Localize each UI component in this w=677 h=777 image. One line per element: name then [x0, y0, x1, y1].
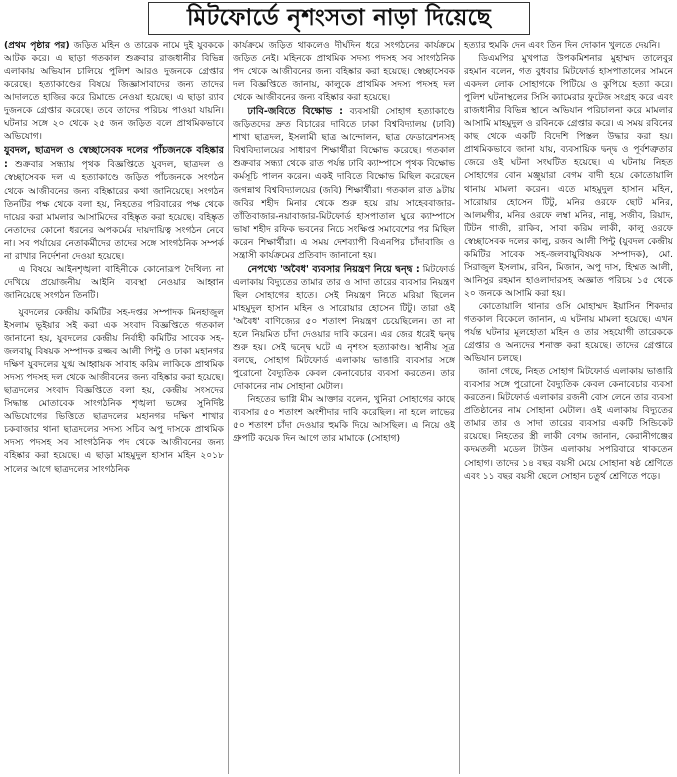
- paragraph: যুবদলের কেন্দ্রীয় কমিটির সহ-দপ্তর সম্পাদক মিনহাজুল ইসলাম ভূইয়ার সই করা এক সংবাদ বিজ্ঞপ্তিতে গতকাল জানানো হয়, যুবদলের কেন্দ্রীয় নির্বাহী কমিটির সাবেক সহ-জলবায়ু বিষয়ক সম্পাদক রজ্জব আলী পিন্টু ও ঢাকা মহানগর দক্ষিণ যুবদলের যুগ্ম আহ্বায়ক সাবাহ করিম লাকিকে প্রাথমিক সদস্য পদসহ দল থেকে আজীবনের জন্য বহিষ্কার করা হয়েছে। ছাত্রদলের সংবাদ বিজ্ঞপ্তিতে বলা হয়, কেন্দ্রীয় সংসদের সিদ্ধান্ত মোতাবেক সাংগঠনিক শৃঙ্খলা ভঙ্গের সুনির্দিষ্ট অভিযোগের ভিত্তিতে ছাত্রদলের মহানগর দক্ষিণ শাখার চকবাজার থানা ছাত্রদলের সদস্য সচিব অপু দাসকে প্রাথমিক সদস্য পদসহ সব সাংগঠনিক পদ থেকে আজীবনের জন্য বহিষ্কার করা হয়েছে। এ ছাড়া মাহমুদুল হাসান মহিন ২০১৮ সালের আগে ছাত্রদলের সাংগঠনিক: [4, 307, 224, 475]
- column-divider-1: [228, 40, 229, 774]
- paragraph: জানা গেছে, নিহত সোহাগ মিটফোর্ড এলাকায় ভাঙারি ব্যবসার সঙ্গে পুরোনো বৈদ্যুতিক কেবল কেনাবেচার ব্যবসা করতেন। মিটফোর্ড এলাকার রজনী বোস লেনে তার ব্যবসা প্রতিষ্ঠানের নাম সোহানা মেটাল। ওই এলাকায় বিদ্যুতের তামার তার ও সাদা তারের ব্যবসার একটি সিন্ডিকেট রয়েছে। নিহতের স্ত্রী লাকী বেগম জানান, কেরানীগঞ্জের কদমতলী মডেল টাউন এলাকায় সপরিবারে থাকতেন সোহাগ। তাদের ১৪ বছর বয়সী মেয়ে সোহানা ষষ্ঠ শ্রেণিতে এবং ১১ বছর বয়সী ছেলে সোহান চতুর্থ শ্রেণিতে পড়ে।: [464, 367, 673, 482]
- paragraph: এ বিষয়ে আইনশৃঙ্খলা বাহিনীকে কোনোরূপ দৈথিল্য না দেখিয়ে প্রয়োজনীয় আইনি ব্যবস্থা নেওয়ার আহ্বান জানিয়েছে সংগঠন তিনটি।: [4, 264, 224, 301]
- article-column-2: [233, 40, 455, 774]
- headline: মিটফোর্ডে নৃশংসতা নাড়া দিয়েছে: [186, 5, 492, 31]
- paragraph: কোতোয়ালি থানার ওসি মোহাম্মদ ইয়াসিন শিকদার গতকাল বিকেলে জানান, এ ঘটনায় মামলা হয়েছে। এখন পর্যন্ত ঘটনার মূলহোতা মহিন ও তার সহযোগী তারেককে গ্রেপ্তার ও অন্যদের শনাক্ত করা হয়েছে। তাদের গ্রেপ্তারে অভিযান চলছে।: [464, 301, 673, 365]
- paragraph: নিহতের ভাগ্নি মীম আক্তার বলেন, খুনিরা সোহাগের কাছে ব্যবসার ৫০ শতাংশ অংশীদার দাবি করেছিল। না হলে লাভের ৫০ শতাংশ চাঁদা দেওয়ার হুমকি দিয়ে আসছিল। এ নিয়ে ওই গ্রুপটি কয়েক দিন আগে তার মামাকে (সোহাগ): [233, 395, 455, 445]
- paragraph: হত্যার হুমকি দেন এবং তিন দিন দোকান খুলতে দেয়নি।: [464, 41, 661, 51]
- paragraph-text: জড়িত মহিন ও তারেক নামে দুই যুবককে আটক করে। এ ছাড়া গতকাল শুক্রবার রাজধানীর বিভিন্ন এলাকায় অভিযান চালিয়ে পুলিশ আরও দুজনকে গ্রেপ্তার করেছে। হত্যাকাণ্ডের বিষয়ে জিজ্ঞাসাবাদের জন্য তাদের আদালতে হাজির করে রিমান্ডে নেওয়া হয়েছে। এ ছাড়া র‍্যাব দুজনকে গ্রেপ্তার করেছে। তবে তাদের পরিচয় পাওয়া যায়নি। ঘটনার সঙ্গে ২০ থেকে ২৫ জন জড়িত বলে প্রাথমিকভাবে অভিযোগ।: [4, 41, 224, 143]
- subheading: যুবদল, ছাত্রদল ও স্বেচ্ছাসেবক দলের পাঁচজনকে বহিষ্কার :: [4, 145, 224, 171]
- paragraph: [233, 263, 455, 394]
- continuation-label: (প্রথম পৃষ্ঠার পর): [4, 41, 70, 51]
- column-divider-2: [459, 40, 460, 774]
- article-column-3: [464, 40, 673, 774]
- paragraph: ডিএমপির মুখপাত্র উপকমিশনার মুহাম্মদ তালেবুর রহমান বলেন, গত বুধবার মিটফোর্ড হাসপাতালের সামনে একদল লোক সোহাগকে পিটিয়ে ও কুপিয়ে হত্যা করে। পুলিশ ঘটনাস্থলের সিসি ক্যামেরার ফুটেজ সংগ্রহ করে এবং রাজধানীর বিভিন্ন স্থানে অভিযান পরিচালনা করে মামলার আসামি মাহমুদুল ও রবিনকে গ্রেপ্তার করে। এ সময় রবিনের কাছ থেকে একটি বিদেশি পিস্তল উদ্ধার করা হয়। প্রাথমিকভাবে জানা যায়, ব্যবসায়িক দ্বন্দ্ব ও পূর্বশত্রুতার জেরে ওই ঘটনা সংঘটিত হয়েছে। এ ঘটনায় নিহত সোহাগের বোন মঞ্জুয়ারা বেগম বাদী হয়ে কোতোয়ালি থানায় মামলা করেন। এতে মাহমুদুল হাসান মহিন, সারোয়ার হোসেন টিটু, মনির ওরফে ছোট মনির, আলমগীর, মনির ওরফে লম্বা মনির, নান্নু, সজীব, রিয়াদ, টিটন গাজী, রাকিব, সাবা করিম লাকী, কালু ওরফে স্বেচ্ছাসেবক দলের কালু, রজব আলী পিন্টু (যুবদল কেন্দ্রীয় কমিটির সাবেক সহ-জলবায়ুবিষয়ক সম্পাদক), মো. সিরাজুল ইসলাম, রবিন, মিজান, অপু দাস, হিম্মত আলী, আনিসুর রহমান হাওলাদারসহ অজ্ঞাত পরিচয় ১৫ থেকে ২০ জনকে আসামি করা হয়।: [464, 54, 673, 299]
- paragraph-text: শুক্রবার সন্ধ্যায় পৃথক বিজ্ঞপ্তিতে যুবদল, ছাত্রদল ও স্বেচ্ছাসেবক দল এ হত্যাকাণ্ডে জড়িত পাঁচজনকে সংগঠন থেকে আজীবনের জন্য বহিষ্কারের কথা জানিয়েছে। সংগঠন তিনটির পক্ষ থেকে বলা হয়, নিহতের পরিবারের পক্ষ থেকে দায়ের করা মামলার আসামিদের বহিষ্কৃত করা হয়েছে। বহিষ্কৃত নেতাদের কোনো ধরনের অপকর্মের দায়দায়িত্ব সংগঠন নেবে না। সব পর্যায়ের নেতাকর্মীদের তাদের সঙ্গে সাংগঠনিক সম্পর্ক না রাখার নির্দেশনা দেওয়া হয়েছে।: [4, 160, 224, 262]
- headline-box: [148, 2, 530, 35]
- subheading: নেপথ্যে 'অবৈধ' ব্যবসার নিয়ন্ত্রণ নিয়ে দ্বন্দ্ব :: [247, 263, 420, 275]
- paragraph: [233, 105, 455, 263]
- paragraph: [4, 144, 224, 263]
- paragraph-text: ব্যবসায়ী সোহাগ হত্যাকাণ্ডে জড়িতদের দ্রুত বিচারের দাবিতে ঢাকা বিশ্ববিদ্যালয় (ঢাবি) শাখা ছাত্রদল, ইসলামী ছাত্র আন্দোলন, ছাত্র ফেডারেশনসহ বিশ্ববিদ্যালয়ের সাধারণ শিক্ষার্থীরা বিক্ষোভ করেছে। গতকাল শুক্রবার সন্ধ্যা থেকে রাত পর্যন্ত ঢাবি ক্যাম্পাসে পৃথক বিক্ষোভ কর্মসূচি পালন করেন। একই দাবিতে বিক্ষোভ মিছিল করেছেন জগন্নাথ বিশ্ববিদ্যালয়ের (জবি) শিক্ষার্থীরা। গতকাল রাত ৯টায় জবির শহীদ মিনার থেকে শুরু হয়ে রায় সাহেববাজার-তাঁতিবাজার-নয়াবাজার-মিটফোর্ড হাসপাতাল ঘুরে ক্যাম্পাসে ভাষা শহীদ রফিক ভবনের নিচে সংক্ষিপ্ত সমাবেশের পর মিছিল করেন শিক্ষার্থীরা। এ সময় দেশব্যাপী বিএনপির চাঁদাবাজি ও সন্ত্রাসী কার্যক্রমের প্রতিবাদ জানানো হয়।: [233, 107, 455, 261]
- subheading: ঢাবি-জবিতে বিক্ষোভ :: [247, 106, 344, 118]
- paragraph-text: মিটফোর্ড এলাকায় বিদ্যুতের তামার তার ও সাদা তারের ব্যবসার নিয়ন্ত্রণ ছিল সোহাগের হাতে। সেই নিয়ন্ত্রণ নিতে মরিয়া ছিলেন মাহমুদুল হাসান মহিন ও সারোয়ার হোসেন টিটু। তারা ওই 'অবৈধ' বাণিজ্যের ৫০ শতাংশ নিয়ন্ত্রণ চেয়েছিলেন। তা না হলে নিয়মিত চাঁদা দেওয়ার দাবি করেন। এর জের ধরেই দ্বন্দ্ব শুরু হয়। সেই দ্বন্দ্বে ঘটে এ নৃশংস হত্যাকাণ্ড। স্থানীয় সূত্র বলছে, সোহাগ মিটফোর্ড এলাকায় ভাঙারি ব্যবসার সঙ্গে পুরোনো বৈদ্যুতিক কেবল কেনাবেচার ব্যবসা করতেন। তার দোকানের নাম সোহানা মেটাল।: [233, 264, 455, 393]
- paragraph: [4, 40, 224, 144]
- article-column-1: [4, 40, 224, 774]
- paragraph: কার্যক্রমে জড়িত থাকলেও দীর্ঘদিন ধরে সংগঠনের কার্যক্রমে জড়িত নেই। মহিনকে প্রাথমিক সদস্য পদসহ সব সাংগঠনিক পদ থেকে আজীবনের জন্য বহিষ্কার করা হয়েছে। স্বেচ্ছাসেবক দল বিজ্ঞপ্তিতে জানায়, কালুকে প্রাথমিক সদস্য পদসহ দল থেকে আজীবনের জন্য বহিষ্কার করা হয়েছে।: [233, 41, 455, 104]
